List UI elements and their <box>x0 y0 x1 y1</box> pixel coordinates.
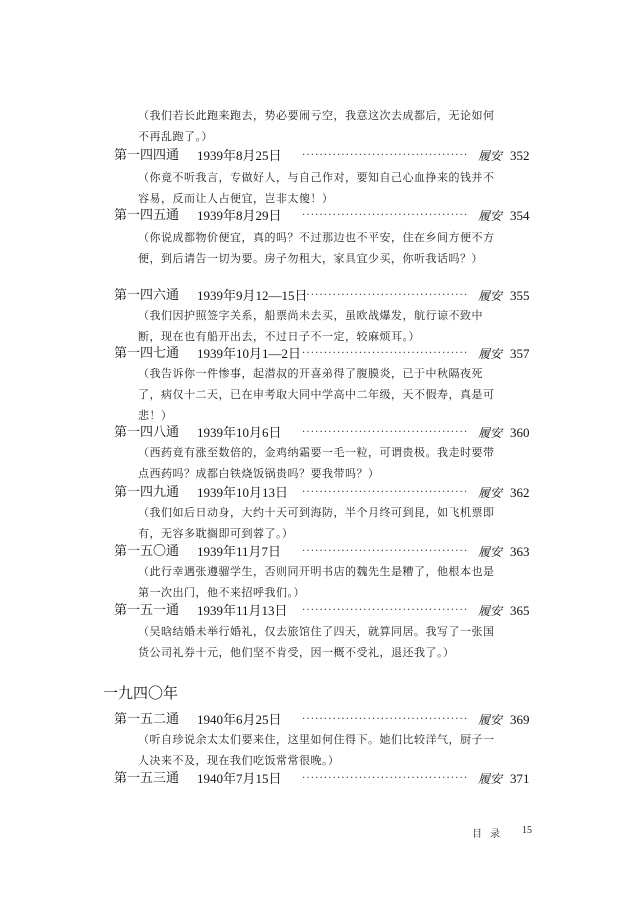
toc-entry[interactable] <box>114 343 534 365</box>
footer-section-label: 目录 <box>472 829 508 840</box>
toc-entry[interactable] <box>114 482 534 504</box>
leader-dots: ······································ <box>302 427 469 438</box>
entry-note: （西药竟有涨至数倍的，金鸡纳霜要一毛一粒，可谓贵极。我走时要带点西药吗？成都白铁烧饭锅贵吗？要我带吗？） <box>138 446 495 480</box>
letter-number: 第一五一通 <box>114 603 180 618</box>
leader-dots: ······································ <box>302 290 469 301</box>
entry-note: （我们如后日动身，大约十天可到海防，半个月终可到昆，如飞机票即有，无容多耽搁即可到蓉了。） <box>138 506 495 540</box>
leader-dots: ······································ <box>302 773 469 784</box>
letter-number: 第一四六通 <box>114 288 180 303</box>
entry-note: （我告诉你一件惨事，起潜叔的开喜弟得了腹膜炎，已于中秋隔夜死了，病仅十二天，已在申考取大同中学高中二年级，天不假寿，真是可悲！） <box>138 367 495 422</box>
leader-dots: ······································ <box>302 605 469 616</box>
footer-page-number: 15 <box>522 825 532 836</box>
letter-signature: 履安 <box>478 604 503 618</box>
entry-note: （吴晗结婚未举行婚礼，仅去旅馆住了四天，就算同居。我写了一张国货公司礼券十元，他们坚不肯受，因一概不受礼，退还我了。） <box>138 625 495 659</box>
letter-date: 1939年10月13日 <box>197 485 289 500</box>
letter-date: 1939年8月29日 <box>197 208 282 223</box>
toc-entry[interactable] <box>114 285 534 307</box>
entry-note: （你竟不听我言，专做好人，与自己作对，要知自己心血挣来的钱并不容易，反而让人占便宜，岂非太傻！） <box>138 171 495 205</box>
letter-number: 第一四五通 <box>114 208 180 223</box>
letter-signature: 履安 <box>478 209 503 223</box>
leader-dots: ······································ <box>302 546 469 557</box>
letter-signature: 履安 <box>478 772 503 786</box>
letter-number: 第一四四通 <box>114 148 180 163</box>
letter-signature: 履安 <box>478 713 503 727</box>
letter-number: 第一四九通 <box>114 485 180 500</box>
toc-entry[interactable] <box>114 541 534 563</box>
page-number: 369 <box>510 712 530 727</box>
toc-entry[interactable] <box>114 768 534 790</box>
letter-signature: 履安 <box>478 545 503 559</box>
letter-date: 1939年8月25日 <box>197 148 282 163</box>
letter-date: 1939年9月12—15日 <box>197 288 308 303</box>
page-number: 352 <box>510 148 530 163</box>
leader-dots: ······································ <box>302 150 469 161</box>
letter-number: 第一五二通 <box>114 712 180 727</box>
page-number: 360 <box>510 425 530 440</box>
entry-note: （我们因护照签字关系，船票尚未去买，虽欧战爆发，航行谅不致中断，现在也有船开出去，不过日子不一定，较麻烦耳。） <box>138 309 483 343</box>
toc-entry[interactable] <box>114 205 534 227</box>
letter-number: 第一五〇通 <box>114 544 180 559</box>
page-number: 365 <box>510 603 530 618</box>
toc-entry[interactable] <box>114 422 534 444</box>
letter-date: 1940年7月15日 <box>197 771 282 786</box>
entry-note: （听自珍说余太太们要来住，这里如何住得下。她们比较洋气，厨子一人决来不及，现在我们吃饭常常很晚。） <box>138 733 495 767</box>
letter-number: 第一四八通 <box>114 425 180 440</box>
page-number: 357 <box>510 346 530 361</box>
letter-signature: 履安 <box>478 426 503 440</box>
page-number: 355 <box>510 288 530 303</box>
page-number: 371 <box>510 771 530 786</box>
letter-date: 1939年10月6日 <box>197 425 282 440</box>
letter-number: 第一四七通 <box>114 346 180 361</box>
continued-note: （我们若长此跑来跑去，势必要闹亏空，我意这次去成都后，无论如何不再乱跑了。） <box>138 109 495 143</box>
letter-signature: 履安 <box>478 347 503 361</box>
leader-dots: ······································ <box>302 348 469 359</box>
entry-note: （你说成都物价便宜，真的吗？不过那边也不平安，住在乡间方便不方便，到后请告一切为要。房子勿租大，家具宜少买，你听我话吗？） <box>138 231 495 265</box>
toc-entry[interactable] <box>114 145 534 167</box>
toc-entry[interactable] <box>114 600 534 622</box>
letter-signature: 履安 <box>478 149 503 163</box>
page-number: 363 <box>510 544 530 559</box>
year-heading: 一九四〇年 <box>103 684 179 702</box>
page-number: 362 <box>510 485 530 500</box>
leader-dots: ······································ <box>302 714 469 725</box>
letter-date: 1940年6月25日 <box>197 712 282 727</box>
toc-entry[interactable] <box>114 709 534 731</box>
leader-dots: ······································ <box>302 487 469 498</box>
letter-date: 1939年10月1—2日 <box>197 346 302 361</box>
letter-signature: 履安 <box>478 289 503 303</box>
entry-note: （此行幸遇张遵骝学生，否则同开明书店的魏先生是糟了，他根本也是第一次出门，他不来招呼我们。） <box>138 565 495 599</box>
leader-dots: ······································ <box>302 210 469 221</box>
letter-signature: 履安 <box>478 486 503 500</box>
letter-date: 1939年11月13日 <box>197 603 288 618</box>
letter-date: 1939年11月7日 <box>197 544 282 559</box>
letter-number: 第一五三通 <box>114 771 180 786</box>
page-number: 354 <box>510 208 530 223</box>
